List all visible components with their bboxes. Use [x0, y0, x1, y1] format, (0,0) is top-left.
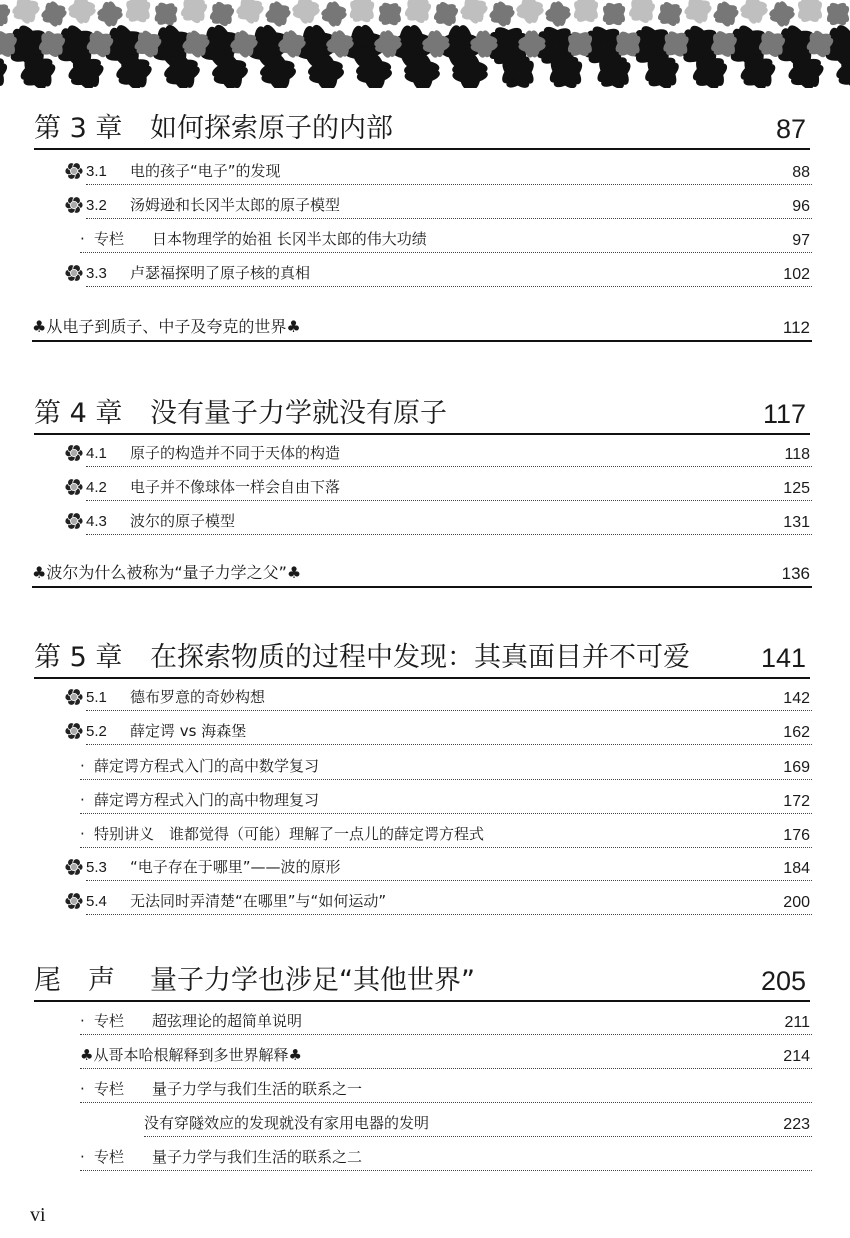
section-number: 4.3	[86, 513, 107, 530]
column-entry[interactable]	[80, 1144, 812, 1171]
topic-title: ♣从电子到质子、中子及夸克的世界♣	[32, 317, 301, 336]
chapter-title: 在探索物质的过程中发现：其真面目并不可爱	[150, 642, 690, 673]
flower-icon	[64, 721, 84, 741]
column-label: 专栏	[94, 1012, 125, 1030]
chapter-number: 尾 声	[34, 965, 115, 996]
flower-icon	[64, 511, 84, 531]
section-page: 184	[783, 860, 810, 877]
chapter-number: 第 4 章	[34, 398, 123, 429]
section-number: 4.2	[86, 479, 107, 496]
section-4-1[interactable]	[86, 440, 812, 467]
bullet-dot: ·	[80, 825, 85, 843]
section-title: 薛定谔 vs 海森堡	[130, 722, 247, 740]
section-4-2[interactable]	[86, 474, 812, 501]
bullet-dot: ·	[80, 1080, 85, 1098]
subsection-page: 172	[783, 793, 810, 810]
section-3-2[interactable]	[86, 192, 812, 219]
subsection-entry[interactable]	[80, 787, 812, 814]
column-title: 量子力学与我们生活的联系之一	[152, 1080, 363, 1098]
section-5-2[interactable]	[86, 718, 812, 745]
section-page: 131	[783, 514, 810, 531]
topic-entry[interactable]	[32, 556, 812, 588]
flower-icon	[64, 443, 84, 463]
column-entry-continued[interactable]	[144, 1110, 812, 1137]
section-page: 88	[792, 164, 810, 181]
section-page: 96	[792, 198, 810, 215]
flower-icon	[64, 161, 84, 181]
page-number: vi	[30, 1204, 46, 1226]
section-page: 162	[783, 724, 810, 741]
column-label: 专栏	[94, 1148, 125, 1166]
section-number: 4.1	[86, 445, 107, 462]
section-page: 102	[783, 266, 810, 283]
section-title: 卢瑟福探明了原子核的真相	[130, 264, 311, 282]
section-number: 3.3	[86, 265, 107, 282]
chapter-number: 第 5 章	[34, 642, 123, 673]
column-title-line2: 没有穿隧效应的发现就没有家用电器的发明	[144, 1114, 430, 1132]
section-page: 118	[784, 446, 810, 463]
section-number: 5.3	[86, 859, 107, 876]
column-entry[interactable]	[80, 1008, 812, 1035]
section-4-3[interactable]	[86, 508, 812, 535]
flower-icon	[64, 891, 84, 911]
section-number: 3.2	[86, 197, 107, 214]
flower-icon	[64, 477, 84, 497]
subsection-page: 176	[783, 827, 810, 844]
section-title: 波尔的原子模型	[130, 512, 236, 530]
bullet-dot: ·	[80, 757, 85, 775]
column-page: 211	[784, 1014, 810, 1031]
flower-icon	[64, 857, 84, 877]
subsection-title: 薛定谔方程式入门的高中数学复习	[94, 757, 320, 775]
chapter-page: 117	[762, 399, 806, 429]
chapter-page: 205	[760, 966, 806, 996]
section-title: 无法同时弄清楚“在哪里”与“如何运动”	[130, 892, 387, 910]
topic-title: ♣波尔为什么被称为“量子力学之父”♣	[32, 563, 302, 582]
chapter-page: 141	[760, 643, 806, 673]
subsection-entry[interactable]	[80, 821, 812, 848]
section-3-3[interactable]	[86, 260, 812, 287]
topic-title: ♣从哥本哈根解释到多世界解释♣	[80, 1046, 302, 1064]
subsection-entry[interactable]	[80, 753, 812, 780]
section-title: 原子的构造并不同于天体的构造	[130, 444, 341, 462]
epilogue-heading[interactable]	[34, 960, 810, 1002]
chapter-5-heading[interactable]	[34, 637, 810, 679]
chapter-page: 87	[775, 114, 806, 144]
topic-entry[interactable]	[80, 1042, 812, 1069]
chapter-title: 量子力学也涉足“其他世界”	[150, 965, 475, 996]
bullet-dot: ·	[80, 791, 85, 809]
section-page: 142	[783, 690, 810, 707]
section-title: 电子并不像球体一样会自由下落	[130, 478, 341, 496]
column-entry[interactable]	[80, 226, 812, 253]
topic-page: 112	[782, 318, 810, 337]
section-title: 汤姆逊和长冈半太郎的原子模型	[130, 196, 341, 214]
section-number: 5.2	[86, 723, 107, 740]
chapter-title: 没有量子力学就没有原子	[150, 398, 447, 429]
section-number: 5.1	[86, 689, 107, 706]
subsection-title: 特别讲义 谁都觉得（可能）理解了一点儿的薛定谔方程式	[94, 825, 485, 843]
topic-entry[interactable]	[32, 310, 812, 342]
column-label: 专栏	[94, 230, 125, 248]
column-title: 量子力学与我们生活的联系之二	[152, 1148, 363, 1166]
chapter-4-heading[interactable]	[34, 393, 810, 435]
section-5-1[interactable]	[86, 684, 812, 711]
section-3-1[interactable]	[86, 158, 812, 185]
flower-icon	[64, 263, 84, 283]
chapter-number: 第 3 章	[34, 113, 123, 144]
topic-page: 136	[781, 564, 810, 583]
section-title: 电的孩子“电子”的发现	[130, 162, 281, 180]
section-5-3[interactable]	[86, 854, 812, 881]
column-label: 专栏	[94, 1080, 125, 1098]
section-page: 125	[783, 480, 810, 497]
section-5-4[interactable]	[86, 888, 812, 915]
column-entry[interactable]	[80, 1076, 812, 1103]
column-title: 日本物理学的始祖 长冈半太郎的伟大功绩	[152, 230, 427, 248]
bullet-dot: ·	[80, 1012, 85, 1030]
subsection-title: 薛定谔方程式入门的高中物理复习	[94, 791, 320, 809]
section-page: 200	[783, 894, 810, 911]
section-number: 3.1	[86, 163, 107, 180]
section-title: 德布罗意的奇妙构想	[130, 688, 266, 706]
bullet-dot: ·	[80, 1148, 85, 1166]
section-number: 5.4	[86, 893, 107, 910]
subsection-page: 169	[783, 759, 810, 776]
section-title: “电子存在于哪里”——波的原形	[130, 858, 341, 876]
flower-icon	[64, 195, 84, 215]
column-page: 97	[792, 232, 810, 249]
bullet-dot: ·	[80, 230, 85, 248]
chapter-title: 如何探索原子的内部	[150, 113, 393, 144]
flower-icon	[64, 687, 84, 707]
chapter-3-heading[interactable]	[34, 108, 810, 150]
column-page: 223	[783, 1116, 810, 1133]
topic-page: 214	[783, 1048, 810, 1065]
column-title: 超弦理论的超简单说明	[152, 1012, 303, 1030]
